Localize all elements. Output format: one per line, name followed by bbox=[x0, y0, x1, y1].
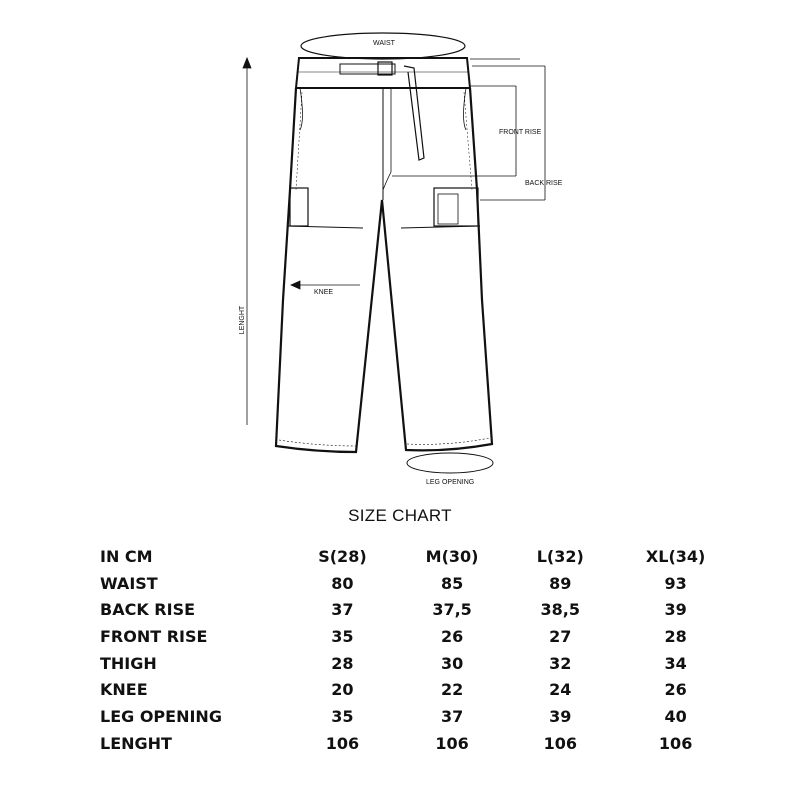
leg-opening-ellipse bbox=[407, 453, 493, 473]
table-row bbox=[100, 730, 740, 757]
table-cell: 106 bbox=[543, 733, 577, 753]
table-header-row bbox=[100, 543, 740, 570]
table-cell: 89 bbox=[549, 573, 572, 593]
table-row bbox=[100, 596, 740, 623]
table-cell: 37,5 bbox=[432, 600, 472, 620]
size-chart-table bbox=[100, 543, 740, 757]
table-cell: 93 bbox=[664, 573, 687, 593]
row-label: FRONT RISE bbox=[100, 626, 208, 646]
table-cell: 39 bbox=[664, 600, 687, 620]
waist-label: WAIST bbox=[373, 40, 395, 47]
knee-label: KNEE bbox=[314, 289, 334, 296]
size-chart-title: SIZE CHART bbox=[348, 506, 452, 525]
row-label: BACK RISE bbox=[100, 600, 196, 620]
table-cell: 106 bbox=[325, 733, 360, 753]
pants-outline bbox=[276, 58, 492, 452]
row-label: WAIST bbox=[100, 573, 158, 593]
row-label: THIGH bbox=[100, 653, 157, 673]
table-cell: 28 bbox=[331, 653, 354, 673]
table-cell: 39 bbox=[549, 706, 572, 726]
row-label: LEG OPENING bbox=[100, 706, 222, 726]
front-rise-label: FRONT RISE bbox=[499, 129, 542, 136]
table-cell: 37 bbox=[331, 600, 354, 620]
table-cell: 26 bbox=[664, 680, 687, 700]
measurement-lines bbox=[243, 58, 545, 425]
table-row bbox=[100, 650, 740, 677]
header-cell: M(30) bbox=[425, 546, 479, 566]
table-row bbox=[100, 623, 740, 650]
table-cell: 26 bbox=[440, 626, 464, 646]
leg-opening-label: LEG OPENING bbox=[426, 479, 475, 486]
table-row bbox=[100, 703, 740, 730]
lenght-label: LENGHT bbox=[239, 305, 246, 335]
table-cell: 20 bbox=[331, 680, 354, 700]
table-cell: 106 bbox=[658, 733, 693, 753]
table-row bbox=[100, 570, 740, 597]
back-rise-label: BACK RISE bbox=[525, 180, 563, 187]
row-label: LENGHT bbox=[100, 733, 172, 753]
header-cell: S(28) bbox=[318, 546, 367, 566]
table-cell: 30 bbox=[440, 653, 464, 673]
table-cell: 37 bbox=[440, 706, 464, 726]
table-cell: 80 bbox=[331, 573, 354, 593]
table-cell: 106 bbox=[435, 733, 469, 753]
table-cell: 38,5 bbox=[540, 600, 580, 620]
table-cell: 35 bbox=[331, 706, 354, 726]
table-cell: 24 bbox=[549, 680, 572, 700]
table-row bbox=[100, 676, 740, 703]
table-cell: 22 bbox=[440, 680, 464, 700]
table-cell: 27 bbox=[549, 626, 572, 646]
header-cell: IN CM bbox=[100, 546, 153, 566]
table-cell: 35 bbox=[331, 626, 354, 646]
table-cell: 85 bbox=[440, 573, 464, 593]
table-cell: 34 bbox=[664, 653, 687, 673]
row-label: KNEE bbox=[100, 680, 148, 700]
table-cell: 40 bbox=[664, 706, 687, 726]
table-cell: 28 bbox=[664, 626, 687, 646]
header-cell: L(32) bbox=[536, 546, 584, 566]
table-cell: 32 bbox=[549, 653, 572, 673]
header-cell: XL(34) bbox=[645, 546, 706, 566]
